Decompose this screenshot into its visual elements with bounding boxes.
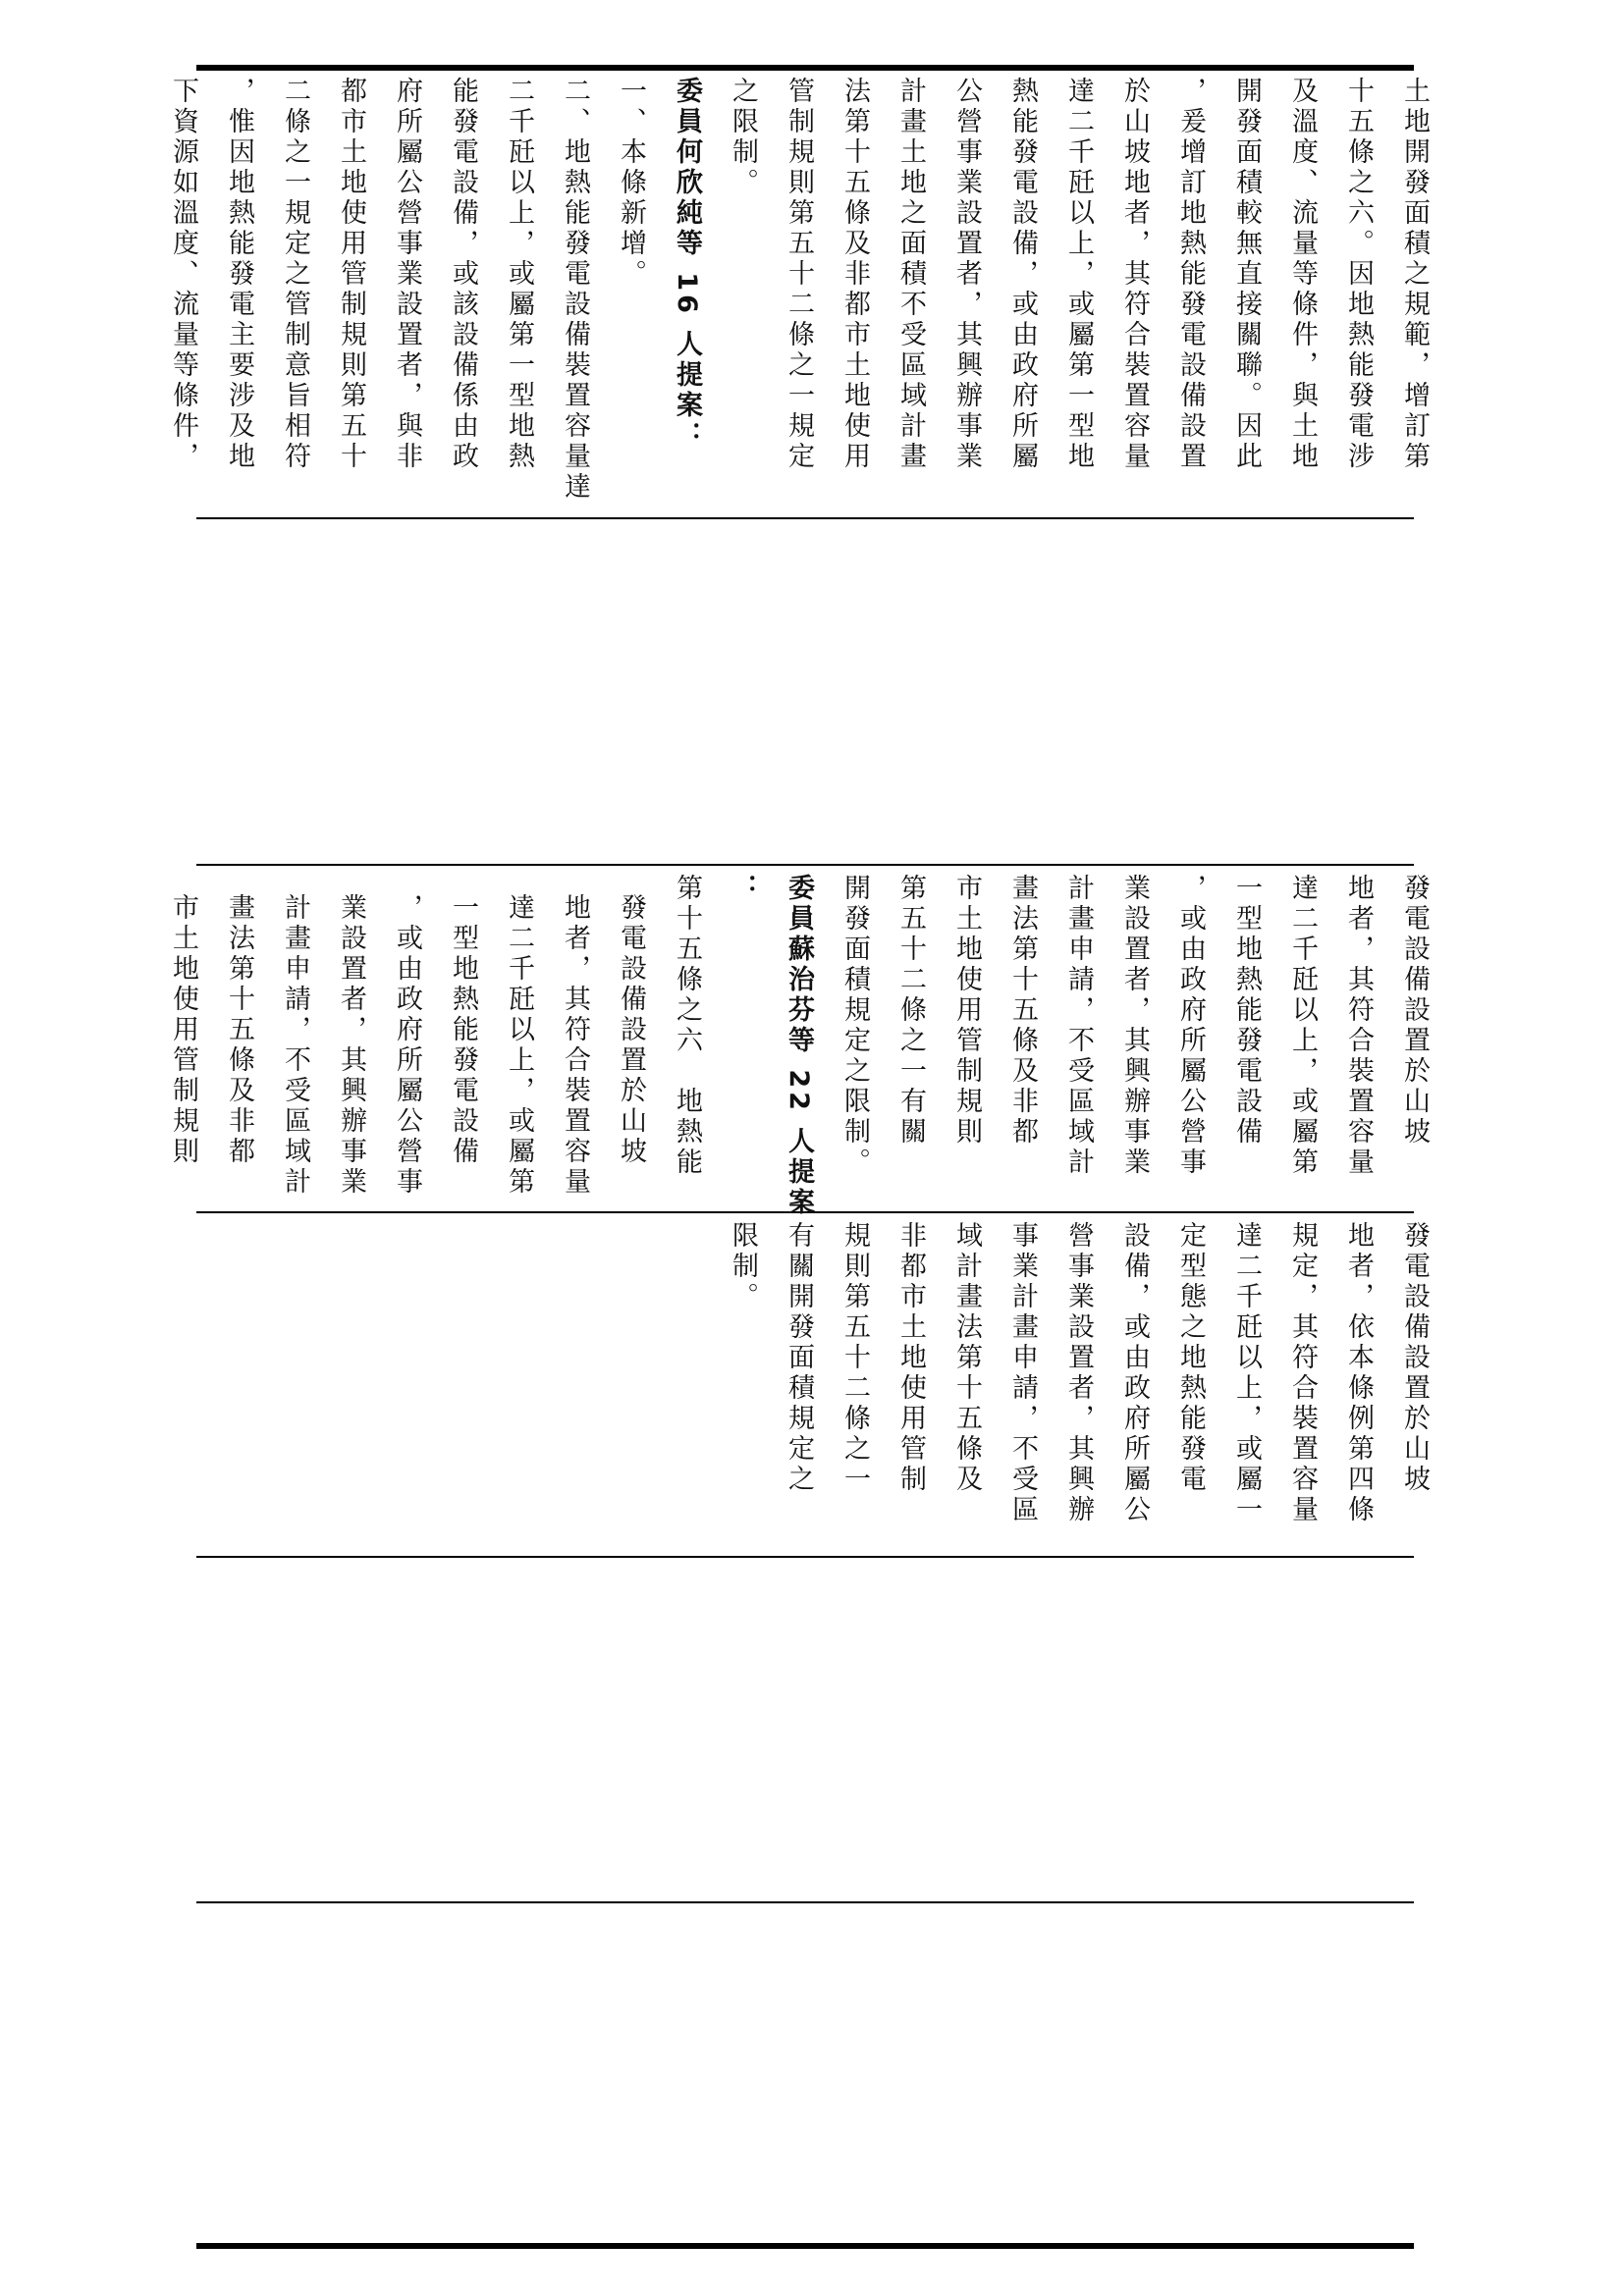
text-column: 計畫申請，不受區域計 [280, 893, 310, 1198]
text-column: 營事業設置者，其興辦 [1063, 1221, 1094, 1525]
text-column: ，或由政府所屬公營事 [1175, 874, 1206, 1178]
text-column: 地者，其符合裝置容量 [1343, 874, 1374, 1178]
text-column: 事業計畫申請，不受區 [1007, 1221, 1038, 1525]
text-column: 畫法第十五條及非都 [1007, 874, 1038, 1148]
divider-rule-1 [196, 517, 1414, 519]
text-column: 二千瓩以上，或屬第一型地熱 [504, 77, 534, 472]
text-column: 達二千瓩以上，或屬第 [504, 893, 534, 1198]
text-column: 開發面積較無直接關聯。因此 [1231, 77, 1262, 472]
text-column: 規則第五十二條之一 [839, 1221, 870, 1495]
bottom-rule [196, 2243, 1414, 2249]
text-column: 公營事業設置者，其興辦事業 [951, 77, 982, 472]
text-column: ，或由政府所屬公營事 [392, 893, 422, 1198]
text-column: 土地開發面積之規範，增訂第 [1399, 77, 1430, 472]
proposal-heading: 委員蘇治芬等 22 人提案 [784, 874, 814, 1219]
text-column: 計畫土地之面積不受區域計畫 [895, 77, 926, 472]
text-column: 規定，其符合裝置容量 [1287, 1221, 1318, 1525]
text-column: 發電設備設置於山坡 [1399, 874, 1430, 1148]
text-column: 十五條之六。因地熱能發電涉 [1343, 77, 1374, 472]
text-column: 一、本條新增。 [616, 77, 646, 290]
text-column: 下資源如溫度、流量等條件， [168, 77, 198, 472]
text-column: 都市土地使用管制規則第五十 [336, 77, 366, 472]
text-column: 發電設備設置於山坡 [1399, 1221, 1430, 1495]
top-rule [196, 65, 1414, 71]
text-column: 業設置者，其興辦事業 [1119, 874, 1150, 1178]
text-column: 達二千瓩以上，或屬第 [1287, 874, 1318, 1178]
text-column: 地者，依本條例第四條 [1343, 1221, 1374, 1525]
text-column: 二、地熱能發電設備裝置容量達 [560, 77, 590, 503]
text-column: 計畫申請，不受區域計 [1063, 874, 1094, 1178]
divider-rule-2 [196, 864, 1414, 866]
text-column: 於山坡地者，其符合裝置容量 [1119, 77, 1150, 472]
text-column: 地者，其符合裝置容量 [560, 893, 590, 1198]
text-column: 市土地使用管制規則 [951, 874, 982, 1148]
text-column: 一型地熱能發電設備 [448, 893, 478, 1167]
text-column: 發電設備設置於山坡 [616, 893, 646, 1167]
text-column: 法第十五條及非都市土地使用 [839, 77, 870, 472]
text-column: 二條之一規定之管制意旨相符 [280, 77, 310, 472]
text-column: 達二千瓩以上，或屬一 [1231, 1221, 1262, 1525]
text-column: 有關開發面積規定之 [784, 1221, 814, 1495]
text-column: 限制。 [728, 1221, 758, 1312]
text-column: 府所屬公營事業設置者，與非 [392, 77, 422, 472]
text-column: 開發面積規定之限制。 [839, 874, 870, 1178]
text-column: 業設置者，其興辦事業 [336, 893, 366, 1198]
text-column: 管制規則第五十二條之一規定 [784, 77, 814, 472]
text-column: 定型態之地熱能發電 [1175, 1221, 1206, 1495]
text-column: 第十五條之六 地熱能 [672, 874, 702, 1178]
divider-rule-5 [196, 1901, 1414, 1903]
divider-rule-4 [196, 1556, 1414, 1558]
text-column: ： [728, 874, 758, 904]
text-column: ，惟因地熱能發電主要涉及地 [224, 77, 254, 472]
text-column: 能發電設備，或該設備係由政 [448, 77, 478, 472]
text-column: 達二千瓩以上，或屬第一型地 [1063, 77, 1094, 472]
text-column: 非都市土地使用管制 [895, 1221, 926, 1495]
text-column: 畫法第十五條及非都 [224, 893, 254, 1167]
text-column: 熱能發電設備，或由政府所屬 [1007, 77, 1038, 472]
text-column: 及溫度、流量等條件，與土地 [1287, 77, 1318, 472]
text-column: 設備，或由政府所屬公 [1119, 1221, 1150, 1525]
text-column: 域計畫法第十五條及 [951, 1221, 982, 1495]
text-column: 第五十二條之一有關 [895, 874, 926, 1148]
proposal-heading: 委員何欣純等 16 人提案： [672, 77, 702, 453]
text-column: ，爰增訂地熱能發電設備設置 [1175, 77, 1206, 472]
text-column: 一型地熱能發電設備 [1231, 874, 1262, 1148]
text-column: 之限制。 [728, 77, 758, 198]
text-column: 市土地使用管制規則 [168, 893, 198, 1167]
